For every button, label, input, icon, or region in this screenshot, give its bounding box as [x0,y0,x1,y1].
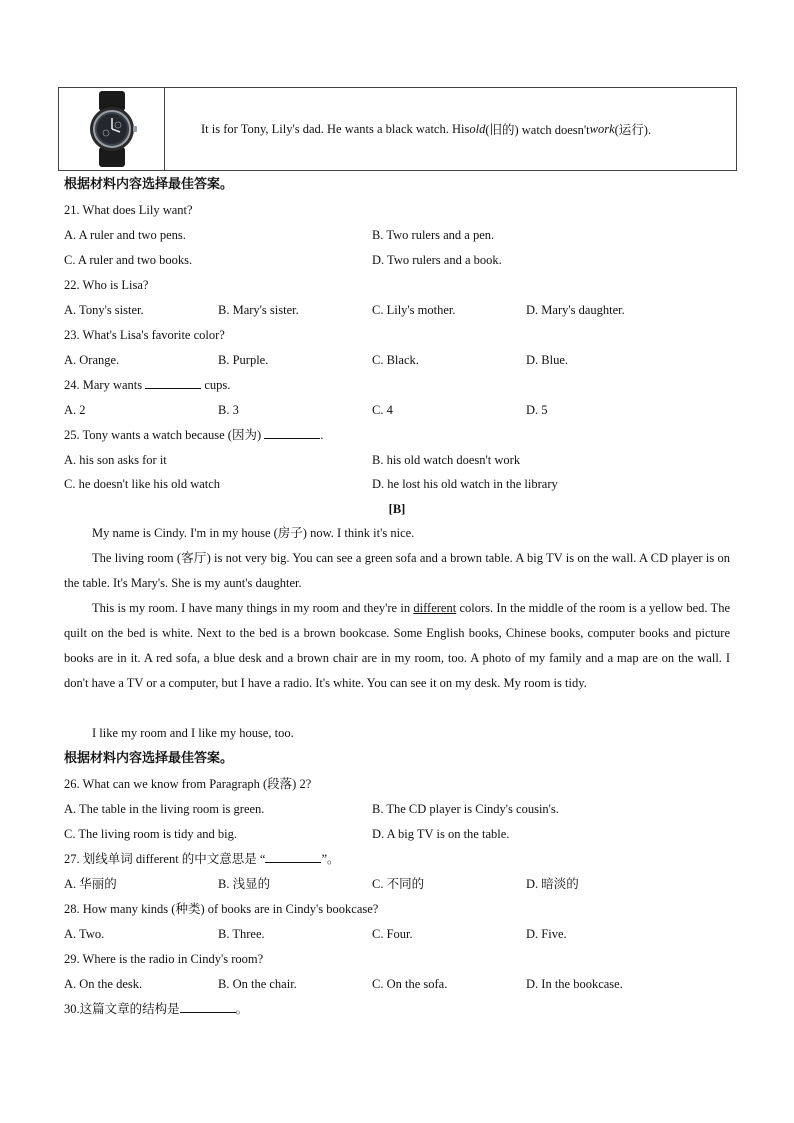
q22-option-a[interactable]: A. Tony's sister. [64,303,144,317]
q23-option-d[interactable]: D. Blue. [526,353,569,367]
question-26-stem: 26. What can we know from Paragraph (段落) 2? [64,777,312,791]
answer-blank[interactable] [145,377,201,389]
q23-option-a[interactable]: A. Orange. [64,353,120,367]
work-gloss: (运行). [614,123,652,137]
q29-option-c[interactable]: C. On the sofa. [372,977,448,991]
answer-blank[interactable] [265,851,321,863]
watch-description [165,88,736,170]
q27-option-a[interactable]: A. 华丽的 [64,877,117,891]
q29-option-a[interactable]: A. On the desk. [64,977,143,991]
passage-b-paragraph-1: My name is Cindy. I'm in my house (房子) now. I think it's nice. [92,526,415,540]
q21-option-b[interactable]: B. Two rulers and a pen. [372,228,495,242]
q28-option-d[interactable]: D. Five. [526,927,567,941]
answer-blank[interactable] [180,1001,236,1013]
watch-icon [82,91,142,167]
question-23-stem: 23. What's Lisa's favorite color? [64,328,225,342]
answer-blank[interactable] [264,427,320,439]
item-table [58,87,737,171]
q23-option-c[interactable]: C. Black. [372,353,419,367]
q24-option-b[interactable]: B. 3 [218,403,239,417]
old-word: old [469,121,486,136]
q28-option-b[interactable]: B. Three. [218,927,265,941]
passage-b-paragraph-3 [64,596,730,696]
old-gloss: (旧的) watch doesn't [485,123,590,137]
q27-stem-pre: 27. 划线单词 different 的中文意思是 “ [64,852,266,866]
q24-stem-post: cups. [201,378,231,392]
q28-option-c[interactable]: C. Four. [372,927,413,941]
passage-b-paragraph-2: The living room (客厅) is not very big. You can see a green sofa and a brown table. A big TV is on the wall. A CD player is on the table. It's Mary's. She is my aunt's daughter. [64,551,730,590]
q26-option-b[interactable]: B. The CD player is Cindy's cousin's. [372,802,559,816]
q30-stem-pre: 30.这篇文章的结构是 [64,1002,180,1016]
question-28-stem: 28. How many kinds (种类) of books are in Cindy's bookcase? [64,902,379,916]
q29-option-b[interactable]: B. On the chair. [218,977,297,991]
q26-option-c[interactable]: C. The living room is tidy and big. [64,827,238,841]
work-word: work [589,121,615,136]
p3-text-pre: This is my room. I have many things in my room and they're in [92,601,414,615]
q27-option-b[interactable]: B. 浅显的 [218,877,271,891]
q24-option-c[interactable]: C. 4 [372,403,393,417]
q25-stem-post: . [320,428,324,442]
instruction-heading-2: 根据材料内容选择最佳答案。 [64,751,234,766]
q28-option-a[interactable]: A. Two. [64,927,105,941]
q23-option-b[interactable]: B. Purple. [218,353,269,367]
q27-option-d[interactable]: D. 暗淡的 [526,877,579,891]
question-30-stem [64,1001,248,1017]
question-24-stem [64,377,230,393]
q27-option-c[interactable]: C. 不同的 [372,877,425,891]
q22-option-d[interactable]: D. Mary's daughter. [526,303,625,317]
q26-option-d[interactable]: D. A big TV is on the table. [372,827,510,841]
q22-option-b[interactable]: B. Mary's sister. [218,303,299,317]
question-21-stem: 21. What does Lily want? [64,203,193,217]
section-b-heading: [B] [388,502,406,516]
q25-stem-pre: 25. Tony wants a watch because (因为) [64,428,265,442]
watch-image-cell [59,88,165,170]
q21-option-d[interactable]: D. Two rulers and a book. [372,253,502,267]
q25-option-c[interactable]: C. he doesn't like his old watch [64,477,221,491]
q21-option-a[interactable]: A. A ruler and two pens. [64,228,186,242]
q25-option-d[interactable]: D. he lost his old watch in the library [372,477,558,491]
q24-option-a[interactable]: A. 2 [64,403,86,417]
passage-b-paragraph-4: I like my room and I like my house, too. [92,726,294,740]
q21-option-c[interactable]: C. A ruler and two books. [64,253,193,267]
question-27-stem [64,851,340,867]
q29-option-d[interactable]: D. In the bookcase. [526,977,623,991]
q30-stem-post: 。 [235,1002,249,1016]
q22-option-c[interactable]: C. Lily's mother. [372,303,456,317]
question-29-stem: 29. Where is the radio in Cindy's room? [64,952,264,966]
q27-stem-post: ”。 [321,852,340,866]
q25-option-b[interactable]: B. his old watch doesn't work [372,453,521,467]
q26-option-a[interactable]: A. The table in the living room is green. [64,802,265,816]
question-25-stem [64,427,323,443]
instruction-heading: 根据材料内容选择最佳答案。 [64,177,234,192]
q24-option-d[interactable]: D. 5 [526,403,548,417]
underlined-word: different [413,601,457,615]
q24-stem-pre: 24. Mary wants [64,378,146,392]
p3-text-post: colors. In the middle of the room is a yellow bed. The quilt on the bed is white. Next to the bed is a brown bookcase. Some English books, Chinese books, computer books and picture books are in it. A red sofa, a blue desk and a brown chair are in my room, too. A photo of my family and a map are on the wall. I don't have a TV or a computer, but I have a radio. It's white. You can see it on my desk. My room is tidy. [64,601,730,690]
watch-text-pre: It is for Tony, Lily's dad. He wants a black watch. His [201,121,470,136]
q25-option-a[interactable]: A. his son asks for it [64,453,167,467]
question-22-stem: 22. Who is Lisa? [64,278,149,292]
